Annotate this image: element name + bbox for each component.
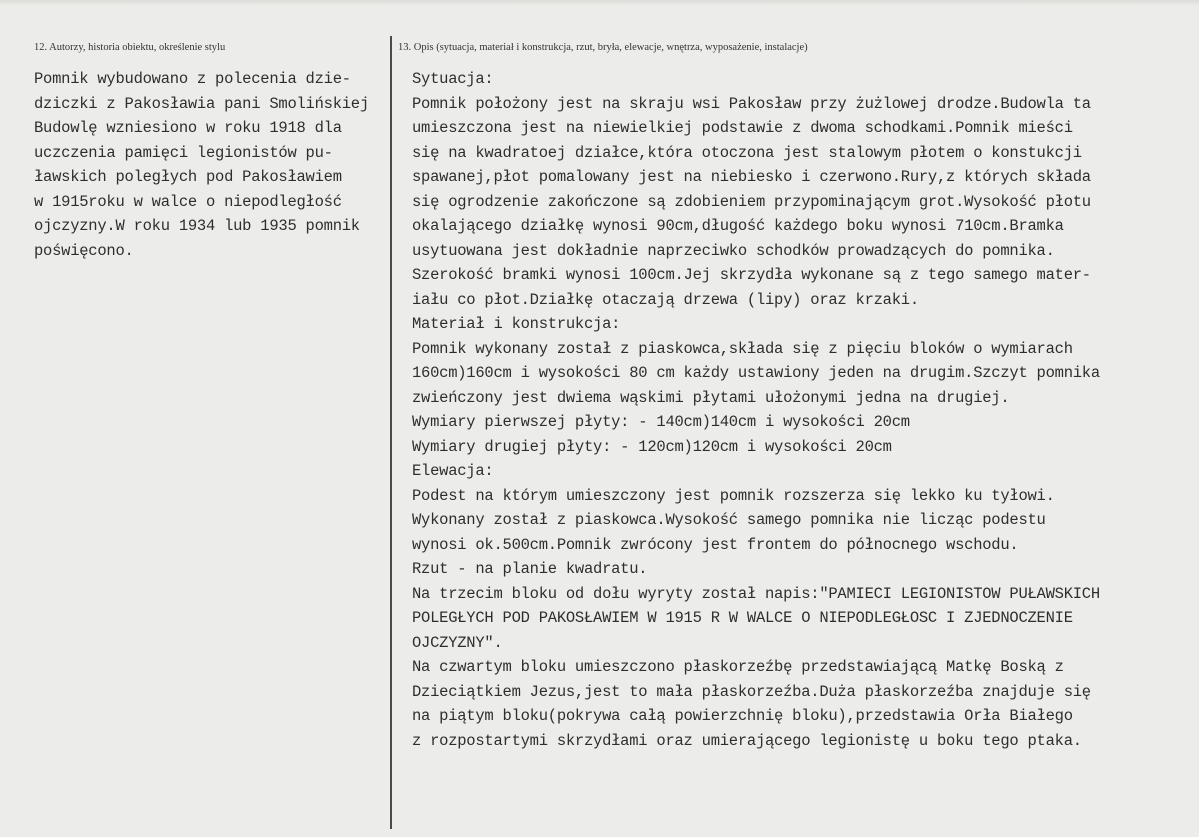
description-text [412,67,1197,753]
text-line: na piątym bloku(pokrywa całą powierzchnię bloku),przedstawia Orła Białego [412,707,1073,725]
text-line: Na czwartym bloku umieszczono płaskorzeźbę przedstawiającą Matkę Boską z [412,658,1064,676]
history-text [34,67,394,263]
text-line: umieszczona jest na niewielkiej podstawie z dwoma schodkami.Pomnik mieści [412,119,1073,137]
text-line: 160cm)160cm i wysokości 80 cm każdy ustawiony jeden na drugim.Szczyt pomnika [412,364,1100,382]
text-line: spawanej,płot pomalowany jest na niebiesko i czerwono.Rury,z których składa [412,168,1091,186]
text-line: Szerokość bramki wynosi 100cm.Jej skrzydła wykonane są z tego samego mater- [412,266,1091,284]
text-line: Wymiary drugiej płyty: - 120cm)120cm i wysokości 20cm [412,437,892,456]
text-line: Wymiary pierwszej płyty: - 140cm)140cm i wysokości 20cm [412,413,910,431]
text-line: się na kwadratoej działce,która otoczona jest stalowym płotem o konstukcji [412,143,1082,162]
text-line: się ogrodzenie zakończone są zdobieniem przypominającym grot.Wysokość płotu [412,192,1091,211]
text-line: Pomnik położony jest na skraju wsi Pakosław przy żużlowej drodze.Budowla ta [412,94,1091,113]
text-line: Materiał i konstrukcja: [412,315,621,333]
text-line: okalającego działkę wynosi 90cm,długość każdego boku wynosi 710cm.Bramka [412,217,1064,235]
text-line: Na trzecim bloku od dołu wyryty został napis:"PAMIECI LEGIONISTOW PUŁAWSKICH [412,584,1100,603]
text-line: Budowlę wzniesiono w roku 1918 dla [34,119,342,137]
text-line: Pomnik wykonany został z piaskowca,składa się z pięciu bloków o wymiarach [412,339,1073,358]
text-line: Podest na którym umieszczony jest pomnik rozszerza się lekko ku tyłowi. [412,486,1055,505]
description-section-heading: 13. Opis (sytuacja, materiał i konstrukcja, rzut, bryła, elewacje, wnętrza, wyposażenie, instalacje) [398,42,808,53]
text-line: poświęcono. [34,241,134,260]
text-line: Wykonany został z piaskowca.Wysokość samego pomnika nie licząc podestu [412,511,1046,529]
description-section [392,0,1199,837]
history-section-heading: 12. Autorzy, historia obiektu, określenie stylu [34,42,226,53]
text-line: POLEGŁYCH POD PAKOSŁAWIEM W 1915 R W WALCE O NIEPODLEGŁOSC I ZJEDNOCZENIE [412,609,1073,627]
text-line: ojczyzny.W roku 1934 lub 1935 pomnik [34,217,360,235]
text-line: dziczki z Pakosławia pani Smolińskiej [34,94,369,113]
text-line: wynosi ok.500cm.Pomnik zwrócony jest frontem do północnego wschodu. [412,535,1019,554]
history-section [0,0,390,837]
text-line: z rozpostartymi skrzydłami oraz umierającego legionistę u boku tego ptaka. [412,731,1082,750]
text-line: iału co płot.Działkę otaczają drzewa (lipy) oraz krzaki. [412,290,919,309]
text-line: ławskich poległych pod Pakosławiem [34,168,342,186]
text-line: Rzut - na planie kwadratu. [412,560,648,578]
text-line: zwieńczony jest dwiema wąskimi płytami ułożonymi jedna na drugiej. [412,388,1010,407]
text-line: Sytuacja: [412,70,494,88]
text-line: OJCZYZNY". [412,633,503,652]
text-line: usytuowana jest dokładnie naprzeciwko schodków prowadzących do pomnika. [412,241,1055,260]
text-line: w 1915roku w walce o niepodległość [34,192,342,211]
text-line: Pomnik wybudowano z polecenia dzie- [34,70,351,88]
text-line: Elewacja: [412,462,494,480]
text-line: Dzieciątkiem Jezus,jest to mała płaskorzeźba.Duża płaskorzeźba znajduje się [412,682,1091,701]
text-line: uczczenia pamięci legionistów pu- [34,143,333,162]
